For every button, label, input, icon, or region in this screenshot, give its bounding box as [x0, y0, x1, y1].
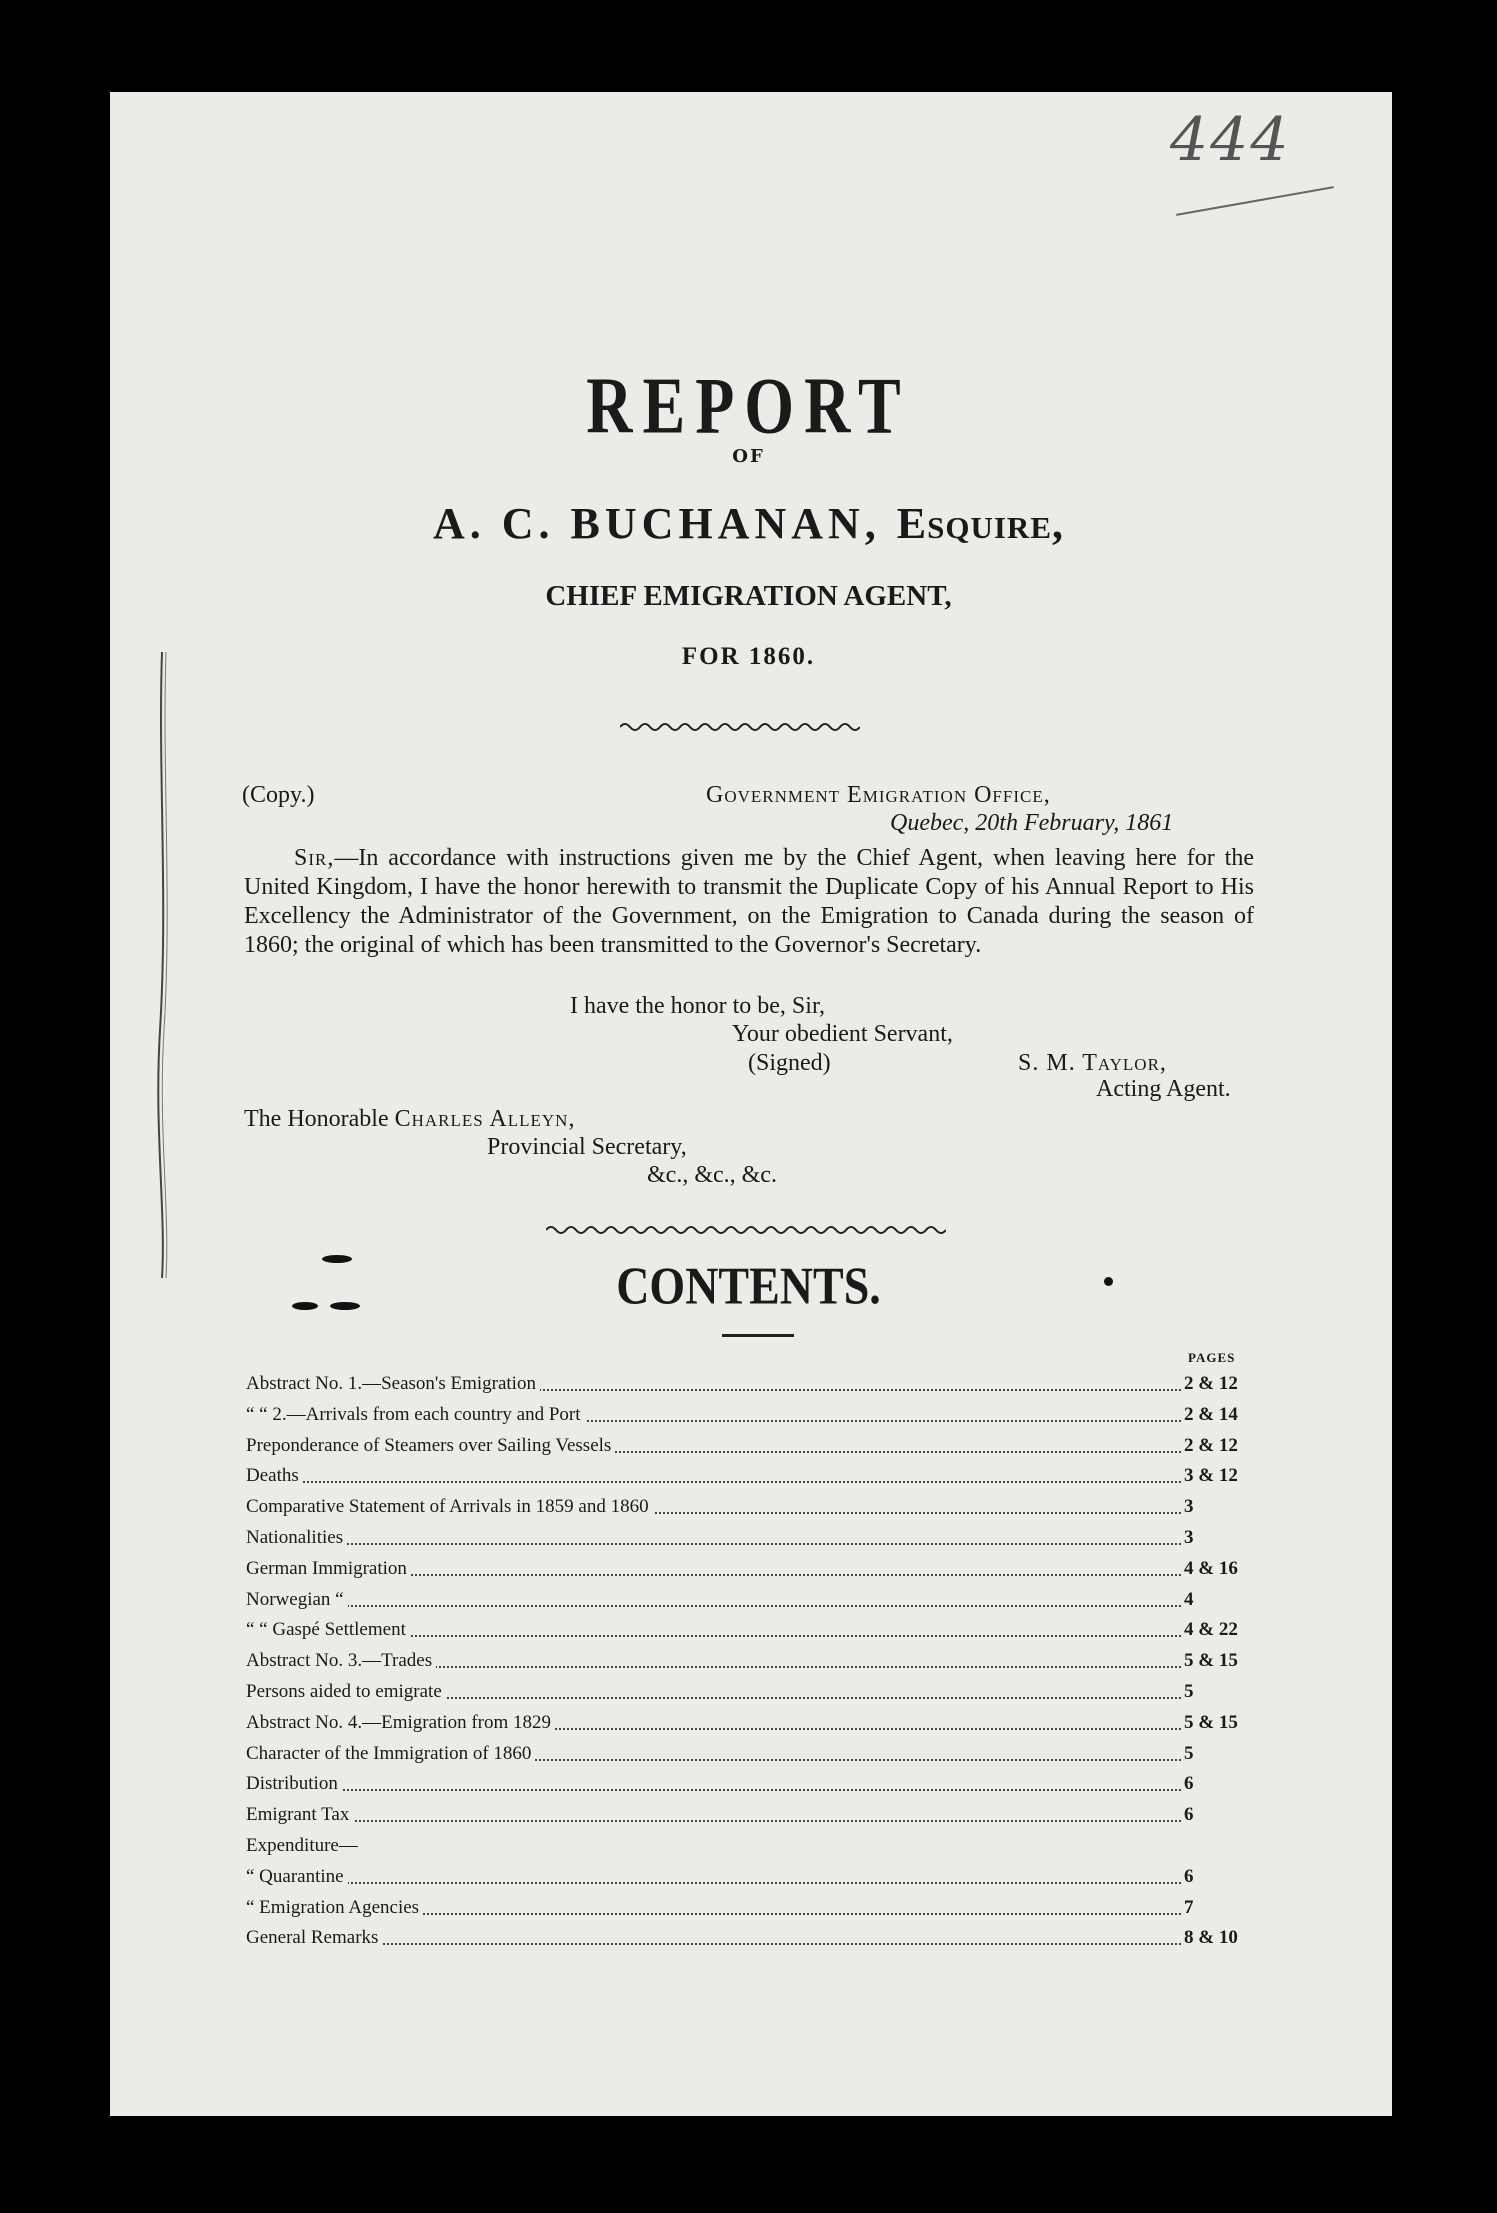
- copy-label: (Copy.): [242, 782, 315, 808]
- contents-item-pages: 5: [1184, 1681, 1194, 1702]
- contents-item-pages: 4: [1184, 1588, 1194, 1610]
- contents-rule: [722, 1334, 794, 1337]
- contents-item-label: “ “ 2.—Arrivals from each country and Port: [246, 1404, 585, 1426]
- contents-item-pages: 6: [1184, 1804, 1194, 1826]
- contents-item: [246, 1558, 1251, 1588]
- wavy-divider: [546, 1223, 946, 1237]
- pages-header: PAGES: [1188, 1350, 1236, 1365]
- contents-item-pages: 5 & 15: [1184, 1711, 1238, 1733]
- contents-item: [246, 1681, 1251, 1711]
- addressee-prefix: The Honorable: [244, 1106, 389, 1132]
- letter-body-text: —In accordance with instructions given me by the Chief Agent, when leaving here for the United Kingdom, I have the honor herewith to transmit the Duplicate Copy of his Annual Report to His Excellency the Administrator of the Government, on the Emigration to Canada during the season of 1860; the original of which has been transmitted to the Governor's Secretary.: [244, 845, 1254, 958]
- contents-item-pages: 5: [1184, 1742, 1194, 1764]
- report-year: FOR 1860.: [681, 643, 816, 670]
- contents-item-pages: 8 & 10: [1184, 1927, 1238, 1949]
- contents-item: [246, 1527, 1251, 1557]
- leader-dots: [246, 1943, 1181, 1945]
- contents-item-pages: 4 & 16: [1184, 1557, 1238, 1579]
- closing-line-2: Your obedient Servant,: [732, 1021, 953, 1047]
- contents-item-label: Abstract No. 3.—Trades: [246, 1650, 436, 1672]
- margin-binding-line: [148, 650, 178, 1280]
- contents-item: [246, 1773, 1251, 1803]
- leader-dots: [246, 1789, 1181, 1791]
- author-name-text: A. C. BUCHANAN,: [433, 499, 881, 548]
- contents-item-pages: 6: [1184, 1865, 1194, 1887]
- signed-label: (Signed): [748, 1050, 831, 1076]
- contents-item: [246, 1373, 1251, 1403]
- contents-item-label: Character of the Immigration of 1860: [246, 1743, 535, 1765]
- wavy-divider: [620, 720, 860, 734]
- contents-item-label: Abstract No. 4.—Emigration from 1829: [246, 1712, 555, 1734]
- contents-item-pages: 3: [1184, 1496, 1194, 1518]
- contents-item: [246, 1835, 1251, 1865]
- addressee-title: Provincial Secretary,: [487, 1134, 687, 1160]
- esquire-text: Esquire,: [896, 499, 1064, 548]
- contents-item-label: “ Emigration Agencies: [246, 1897, 423, 1919]
- leader-dots: [246, 1605, 1181, 1607]
- contents-item-pages: 3 & 12: [1184, 1465, 1238, 1487]
- contents-item: [246, 1589, 1251, 1619]
- contents-item-label: General Remarks: [246, 1927, 382, 1949]
- contents-item: [246, 1435, 1251, 1465]
- leader-dots: [246, 1543, 1181, 1545]
- addressee-name: Charles Alleyn,: [394, 1106, 576, 1132]
- contents-item-label: Preponderance of Steamers over Sailing Vessels: [246, 1435, 615, 1457]
- addressee: [244, 1106, 575, 1133]
- contents-item: [246, 1496, 1251, 1526]
- addressee-etc: &c., &c., &c.: [647, 1162, 777, 1188]
- contents-item: [246, 1619, 1251, 1649]
- letter-body: [244, 844, 1254, 960]
- contents-item-pages: 5 & 15: [1184, 1650, 1238, 1672]
- contents-item-pages: 3: [1184, 1527, 1194, 1548]
- signer-name: S. M. Taylor,: [1018, 1050, 1167, 1076]
- report-title: REPORT: [586, 361, 911, 450]
- handwritten-page-number: 444: [1170, 105, 1291, 175]
- contents-item: [246, 1650, 1251, 1680]
- contents-item-label: Comparative Statement of Arrivals in 1859 and 1860: [246, 1496, 653, 1518]
- contents-item: [246, 1897, 1251, 1927]
- office-name: Government Emigration Office,: [706, 782, 1051, 808]
- contents-item-label: Deaths: [246, 1465, 303, 1487]
- contents-item-label: Abstract No. 1.—Season's Emigration: [246, 1373, 540, 1395]
- leader-dots: [246, 1481, 1181, 1483]
- leader-dots: [246, 1882, 1181, 1884]
- contents-item: [246, 1465, 1251, 1495]
- signer-title: Acting Agent.: [1096, 1076, 1231, 1102]
- report-of: OF: [732, 446, 765, 467]
- contents-item: [246, 1866, 1251, 1896]
- contents-item: [246, 1404, 1251, 1434]
- contents-item-pages: 7: [1184, 1896, 1194, 1918]
- salutation: Sir,: [294, 845, 335, 871]
- contents-item: [246, 1712, 1251, 1742]
- contents-item-pages: 2 & 12: [1184, 1373, 1238, 1394]
- contents-title: CONTENTS.: [616, 1256, 881, 1315]
- contents-item-label: Emigrant Tax: [246, 1804, 353, 1826]
- contents-item-label: German Immigration: [246, 1558, 411, 1580]
- contents-item-label: “ “ Gaspé Settlement: [246, 1619, 410, 1641]
- contents-item: [246, 1927, 1251, 1957]
- contents-item-label: Persons aided to emigrate: [246, 1681, 446, 1703]
- contents-item-label: “ Quarantine: [246, 1866, 348, 1888]
- contents-item-pages: 4 & 22: [1184, 1619, 1238, 1641]
- contents-item-label: Expenditure—: [246, 1835, 362, 1857]
- contents-item-pages: 2 & 12: [1184, 1434, 1238, 1456]
- contents-item: [246, 1804, 1251, 1834]
- leader-dots: [246, 1820, 1181, 1822]
- contents-item-pages: 2 & 14: [1184, 1403, 1238, 1425]
- author-name: [0, 498, 1497, 549]
- place-date: Quebec, 20th February, 1861: [890, 810, 1174, 836]
- contents-item-label: Norwegian “: [246, 1589, 348, 1611]
- contents-item: [246, 1743, 1251, 1773]
- author-position: CHIEF EMIGRATION AGENT,: [545, 580, 952, 612]
- contents-item-label: Nationalities: [246, 1527, 347, 1549]
- contents-item-label: Distribution: [246, 1773, 342, 1795]
- closing-line-1: I have the honor to be, Sir,: [570, 993, 825, 1019]
- contents-item-pages: 6: [1184, 1773, 1194, 1795]
